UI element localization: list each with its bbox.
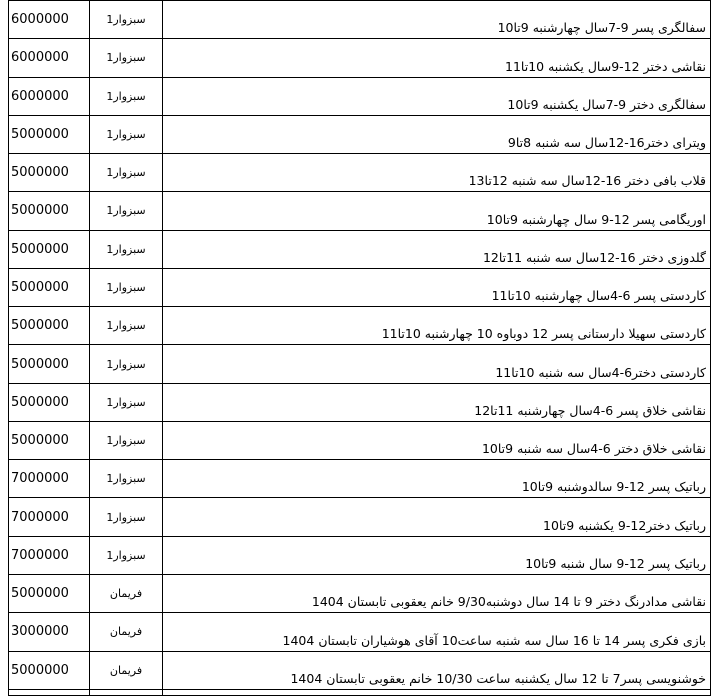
empty-cell (90, 689, 163, 695)
price-cell: 5000000 (9, 230, 90, 268)
price-cell: 5000000 (9, 421, 90, 459)
branch-cell: سبزوار1 (90, 536, 163, 574)
table-row (9, 574, 711, 612)
branch-cell: سبزوار1 (90, 460, 163, 498)
course-description-cell: رباتیک پسر 12-9 سال شنبه 9تا10 (163, 536, 711, 574)
course-description-cell: کاردستی پسر 6-4سال چهارشنبه 10تا11 (163, 268, 711, 306)
branch-cell: فریمان (90, 651, 163, 689)
table-row (9, 613, 711, 651)
course-description-cell: ویترای دختر16-12سال سه شنبه 8تا9 (163, 115, 711, 153)
table-row (9, 154, 711, 192)
course-description-cell: سفالگری پسر 9-7سال چهارشنبه 9تا10 (163, 1, 711, 39)
branch-cell: سبزوار1 (90, 230, 163, 268)
table-row (9, 39, 711, 77)
price-cell: 7000000 (9, 460, 90, 498)
branch-cell: سبزوار1 (90, 1, 163, 39)
price-cell: 7000000 (9, 536, 90, 574)
branch-cell: سبزوار1 (90, 39, 163, 77)
course-description-cell: سفالگری دختر 9-7سال یکشنبه 9تا10 (163, 77, 711, 115)
branch-cell: سبزوار1 (90, 421, 163, 459)
course-description-cell: نقاشی دختر 12-9سال یکشنبه 10تا11 (163, 39, 711, 77)
table-row (9, 230, 711, 268)
course-description-cell: نقاشی خلاق دختر 6-4سال سه شنبه 9تا10 (163, 421, 711, 459)
table-row-partial (9, 689, 711, 695)
price-cell: 5000000 (9, 154, 90, 192)
table-row (9, 115, 711, 153)
price-cell: 5000000 (9, 307, 90, 345)
price-cell: 5000000 (9, 574, 90, 612)
table-row (9, 421, 711, 459)
branch-cell: سبزوار1 (90, 268, 163, 306)
course-description-cell: بازی فکری پسر 14 تا 16 سال سه شنبه ساعت10 آقای هوشیاران تابستان 1404 (163, 613, 711, 651)
empty-cell (9, 689, 90, 695)
price-cell: 7000000 (9, 498, 90, 536)
table-row (9, 460, 711, 498)
branch-cell: فریمان (90, 613, 163, 651)
course-description-cell: خوشنویسی پسر7 تا 12 سال یکشنبه ساعت 10/30 خانم یعقوبی تابستان 1404 (163, 651, 711, 689)
course-description-cell: رباتیک دختر12-9 یکشنبه 9تا10 (163, 498, 711, 536)
table-row (9, 268, 711, 306)
branch-cell: فریمان (90, 574, 163, 612)
course-description-cell: اوریگامی پسر 12-9 سال چهارشنبه 9تا10 (163, 192, 711, 230)
price-cell: 6000000 (9, 1, 90, 39)
table-row (9, 77, 711, 115)
class-schedule-table (8, 0, 711, 696)
branch-cell: سبزوار1 (90, 192, 163, 230)
course-description-cell: قلاب بافی دختر 16-12سال سه شنبه 12تا13 (163, 154, 711, 192)
branch-cell: سبزوار1 (90, 115, 163, 153)
branch-cell: سبزوار1 (90, 307, 163, 345)
branch-cell: سبزوار1 (90, 383, 163, 421)
table-row (9, 307, 711, 345)
course-description-cell: نقاشی مدادرنگ دختر 9 تا 14 سال دوشنبه9/30 خانم یعقوبی تابستان 1404 (163, 574, 711, 612)
table-row (9, 383, 711, 421)
table-row (9, 345, 711, 383)
price-cell: 5000000 (9, 383, 90, 421)
table-row (9, 651, 711, 689)
price-cell: 3000000 (9, 613, 90, 651)
price-cell: 6000000 (9, 77, 90, 115)
price-cell: 5000000 (9, 115, 90, 153)
price-cell: 5000000 (9, 345, 90, 383)
branch-cell: سبزوار1 (90, 498, 163, 536)
course-description-cell: نقاشی خلاق پسر 6-4سال چهارشنبه 11تا12 (163, 383, 711, 421)
branch-cell: سبزوار1 (90, 77, 163, 115)
empty-cell (163, 689, 711, 695)
course-description-cell: کاردستی سهیلا دارستانی پسر 12 دوباوه 10 چهارشنبه 10تا11 (163, 307, 711, 345)
course-description-cell: گلدوزی دختر 16-12سال سه شنبه 11تا12 (163, 230, 711, 268)
price-cell: 5000000 (9, 192, 90, 230)
price-cell: 6000000 (9, 39, 90, 77)
price-cell: 5000000 (9, 651, 90, 689)
branch-cell: سبزوار1 (90, 345, 163, 383)
price-cell: 5000000 (9, 268, 90, 306)
table-row (9, 1, 711, 39)
table-row (9, 192, 711, 230)
course-description-cell: رباتیک پسر 12-9 سالدوشنبه 9تا10 (163, 460, 711, 498)
course-description-cell: کاردستی دختر6-4سال سه شنبه 10تا11 (163, 345, 711, 383)
branch-cell: سبزوار1 (90, 154, 163, 192)
table-row (9, 498, 711, 536)
table-row (9, 536, 711, 574)
